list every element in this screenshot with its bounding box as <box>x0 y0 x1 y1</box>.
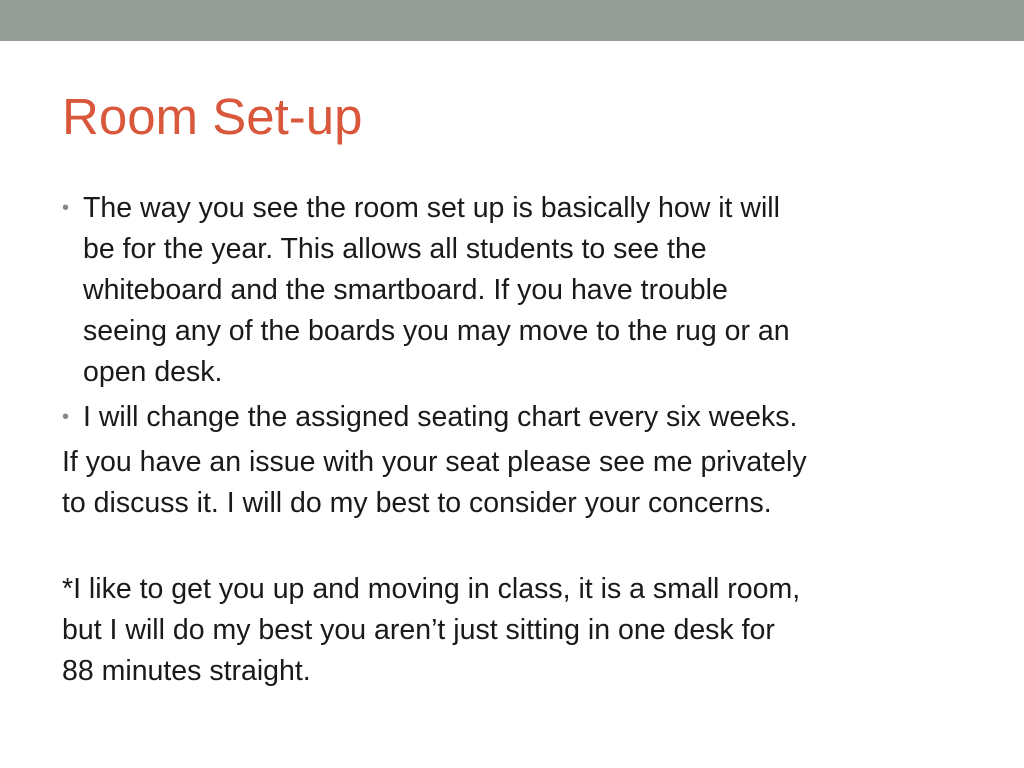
bullet-item <box>62 397 962 438</box>
paragraph-spacer <box>62 524 962 565</box>
bullet-item <box>62 188 962 393</box>
paragraph-moving-note <box>62 569 962 692</box>
bullet-text-line: seeing any of the boards you may move to the rug or an <box>83 315 790 347</box>
bullet-text-line: open desk. <box>83 356 223 388</box>
slide-body <box>62 188 962 692</box>
bullet-marker: • <box>62 406 70 428</box>
bullet-text-line: be for the year. This allows all students to see the <box>83 233 707 265</box>
bullet-text-line: I will change the assigned seating chart every six weeks. <box>83 401 798 433</box>
paragraph-line: to discuss it. I will do my best to consider your concerns. <box>62 487 772 519</box>
paragraph-line: If you have an issue with your seat please see me privately <box>62 446 807 478</box>
slide-title: Room Set-up <box>62 88 363 145</box>
paragraph-line: *I like to get you up and moving in class, it is a small room, <box>62 573 801 605</box>
top-accent-bar <box>0 0 1024 41</box>
paragraph-line: 88 minutes straight. <box>62 655 311 687</box>
bullet-text-line: whiteboard and the smartboard. If you have trouble <box>83 274 728 306</box>
bullet-text-line: The way you see the room set up is basically how it will <box>83 192 780 224</box>
paragraph-line: but I will do my best you aren’t just sitting in one desk for <box>62 614 775 646</box>
bullet-marker: • <box>62 197 70 219</box>
paragraph-seat-issues <box>62 442 962 524</box>
